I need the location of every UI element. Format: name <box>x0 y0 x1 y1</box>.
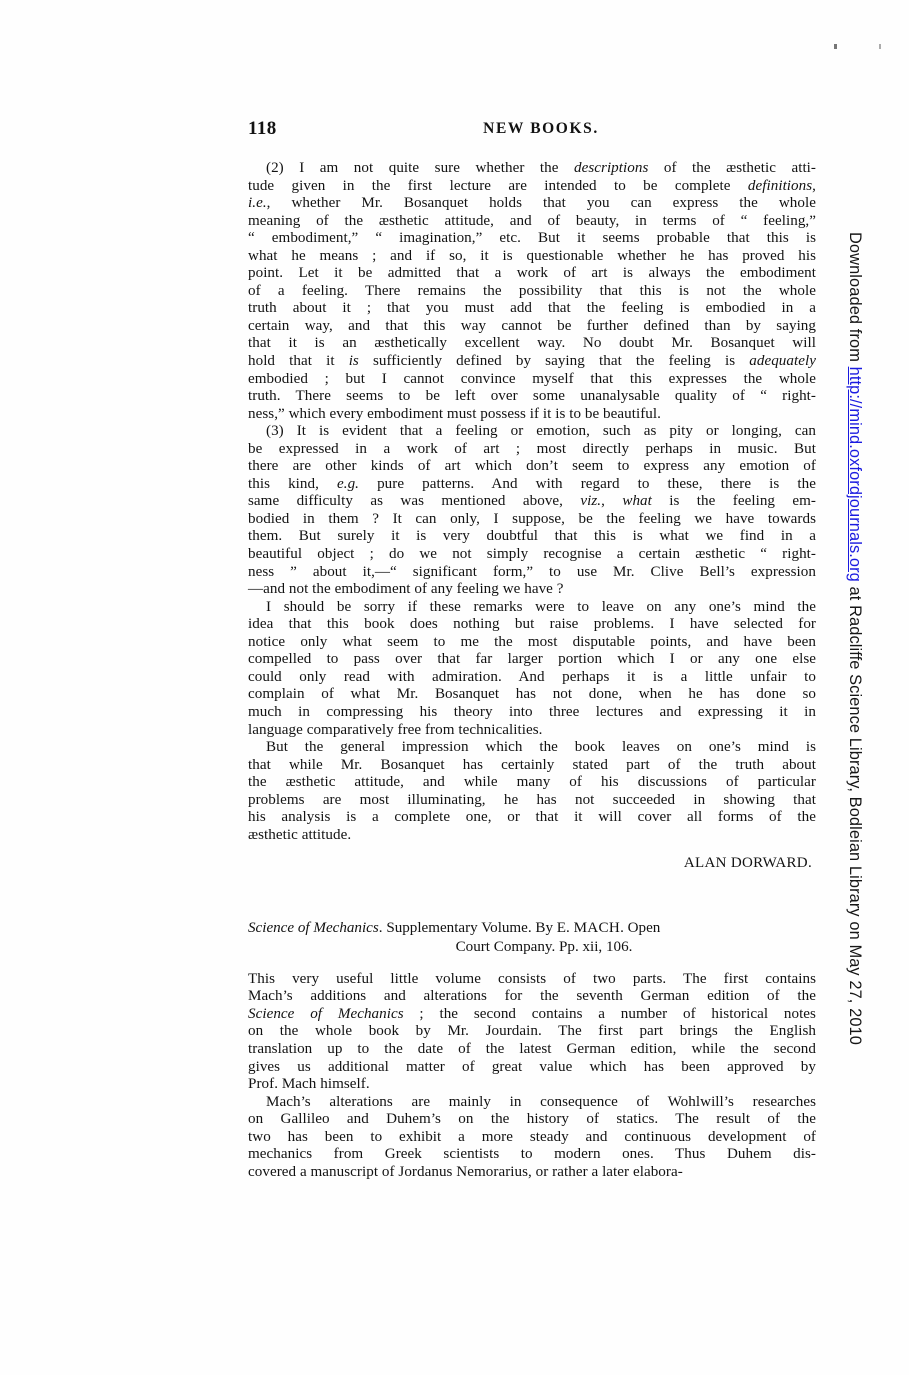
text-line: translation up to the date of the latest German edition, while the second <box>248 1041 816 1058</box>
watermark-link[interactable]: http://mind.oxfordjournals.org <box>846 366 864 582</box>
text-line: i.e., whether Mr. Bosanquet holds that you can express the whole <box>248 195 816 212</box>
text-line: be expressed in a work of art ; most directly perhaps in music. But <box>248 440 816 457</box>
paragraph-bosanquet-3 <box>248 423 816 598</box>
text-line: beautiful object ; do we not simply recognise a certain æsthetic “ right- <box>248 546 816 563</box>
paragraph-bosanquet-4 <box>248 599 816 739</box>
page-number: 118 <box>248 118 277 139</box>
text-line: æsthetic attitude. <box>248 826 352 843</box>
scan-speck-right-icon <box>879 44 881 49</box>
text-line: complain of what Mr. Bosanquet has not done, when he has done so <box>248 686 816 703</box>
scan-speck-left-icon <box>834 44 837 49</box>
download-watermark <box>846 232 868 1242</box>
text-line: this kind, e.g. pure patterns. And with regard to these, there is the <box>248 475 817 492</box>
paragraph-mach-2 <box>248 1094 816 1182</box>
text-line: his analysis is a complete one, or that it will cover all forms of the <box>248 809 816 826</box>
text-line: could only read with admiration. And perhaps it is a little unfair to <box>248 668 816 685</box>
running-head <box>248 118 808 140</box>
book-heading-mach <box>248 919 816 957</box>
watermark-prefix: Downloaded from <box>846 232 864 367</box>
book-author: MACH <box>573 919 621 936</box>
text-line: Prof. Mach himself. <box>248 1076 370 1093</box>
text-line: gives us additional matter of great value which has been approved by <box>248 1058 816 1075</box>
book-heading-line-2: Court Company. Pp. xii, 106. <box>455 938 633 955</box>
text-line: ness ” about it,—“ significant form,” to use Mr. Clive Bell’s expression <box>248 563 816 580</box>
text-line: truth about it ; that you must add that the feeling is embodied in a <box>248 300 816 317</box>
text-line: covered a manuscript of Jordanus Nemorarius, or rather a later elabora- <box>248 1163 683 1180</box>
text-line: “ embodiment,” “ imagination,” etc. But it seems probable that this is <box>248 230 816 247</box>
text-line: the æsthetic attitude, and while many of his discussions of particular <box>248 774 816 791</box>
text-line: notice only what seem to me the most disputable points, and have been <box>248 633 816 650</box>
text-line: of a feeling. There remains the possibility that this is not the whole <box>248 282 816 299</box>
book-heading-line-1 <box>248 919 816 938</box>
text-line: same difficulty as was mentioned above, viz., what is the feeling em- <box>248 493 816 510</box>
text-line: Science of Mechanics ; the second contains a number of historical notes <box>248 1005 816 1022</box>
paragraph-mach-1 <box>248 971 816 1094</box>
text-line: problems are most illuminating, he has not succeeded in showing that <box>248 791 816 808</box>
text-line: that while Mr. Bosanquet has certainly stated part of the truth about <box>248 756 816 773</box>
text-line: compelled to pass over that far larger portion which I or any one else <box>248 651 816 668</box>
text-line: much in compressing his theory into three lectures and expressing it in <box>248 703 816 720</box>
text-line: Mach’s additions and alterations for the seventh German edition of the <box>248 988 816 1005</box>
watermark-suffix: at Radcliffe Science Library, Bodleian Library on May 27, 2010 <box>846 581 864 1045</box>
book-heading-mid: . Supplementary Volume. By E. <box>378 919 574 936</box>
reviewer-name: ALAN DORWARD. <box>683 855 812 872</box>
book-heading-end: . Open <box>620 919 661 936</box>
text-line: This very useful little volume consists of two parts. The first contains <box>248 970 816 987</box>
page-title: NEW BOOKS. <box>483 120 599 137</box>
watermark-text <box>845 232 864 1045</box>
text-line: —and not the embodiment of any feeling we have ? <box>248 581 564 598</box>
text-line: hold that it is sufficiently defined by saying that the feeling is adequately <box>248 353 816 370</box>
text-line: certain way, and that this way cannot be further defined than by saying <box>248 317 816 334</box>
text-line: embodied ; but I cannot convince myself that this expresses the whole <box>248 370 816 387</box>
text-line: what he means ; and if so, it is questionable whether he has proved his <box>248 247 816 264</box>
text-line: meaning of the æsthetic attitude, and of beauty, in terms of “ feeling,” <box>248 212 816 229</box>
text-line: (3) It is evident that a feeling or emotion, such as pity or longing, can <box>266 423 816 440</box>
text-line: them. But surely it is very doubtful that this is what we find in a <box>248 528 816 545</box>
paragraph-bosanquet-2 <box>248 160 816 423</box>
text-line: there are other kinds of art which don’t seem to express any emotion of <box>248 458 816 475</box>
text-line: on the whole book by Mr. Jourdain. The first part brings the English <box>248 1023 816 1040</box>
text-line: bodied in them ? It can only, I suppose, be the feeling we have towards <box>248 510 816 527</box>
text-line: that it is an æsthetically excellent way. No doubt Mr. Bosanquet will <box>248 335 816 352</box>
text-line: tude given in the first lecture are intended to be complete definitions, <box>248 177 816 194</box>
book-title: Science of Mechanics <box>248 919 379 936</box>
text-line: But the general impression which the book leaves on one’s mind is <box>266 739 816 756</box>
text-column <box>248 160 816 1181</box>
text-line: ness,” which every embodiment must possess if it is to be beautiful. <box>248 405 661 422</box>
text-line: truth. There seems to be left over some unanalysable quality of “ right- <box>248 388 816 405</box>
reviewer-signature <box>248 855 816 873</box>
text-line: Mach’s alterations are mainly in consequence of Wohlwill’s researches <box>266 1093 816 1110</box>
paragraph-bosanquet-5 <box>248 739 816 844</box>
heading-spacer <box>248 957 816 971</box>
text-line: I should be sorry if these remarks were to leave on any one’s mind the <box>266 598 816 615</box>
text-line: mechanics from Greek scientists to modern ones. Thus Duhem dis- <box>248 1146 816 1163</box>
text-line: on Gallileo and Duhem’s on the history of statics. The result of the <box>248 1111 816 1128</box>
text-line: two has been to exhibit a more steady and continuous development of <box>248 1128 816 1145</box>
text-line: idea that this book does nothing but raise problems. I have selected for <box>248 616 816 633</box>
text-line: language comparatively free from technicalities. <box>248 721 543 738</box>
text-line: (2) I am not quite sure whether the descriptions of the æsthetic atti- <box>266 160 817 176</box>
text-line: point. Let it be admitted that a work of art is always the embodiment <box>248 265 816 282</box>
